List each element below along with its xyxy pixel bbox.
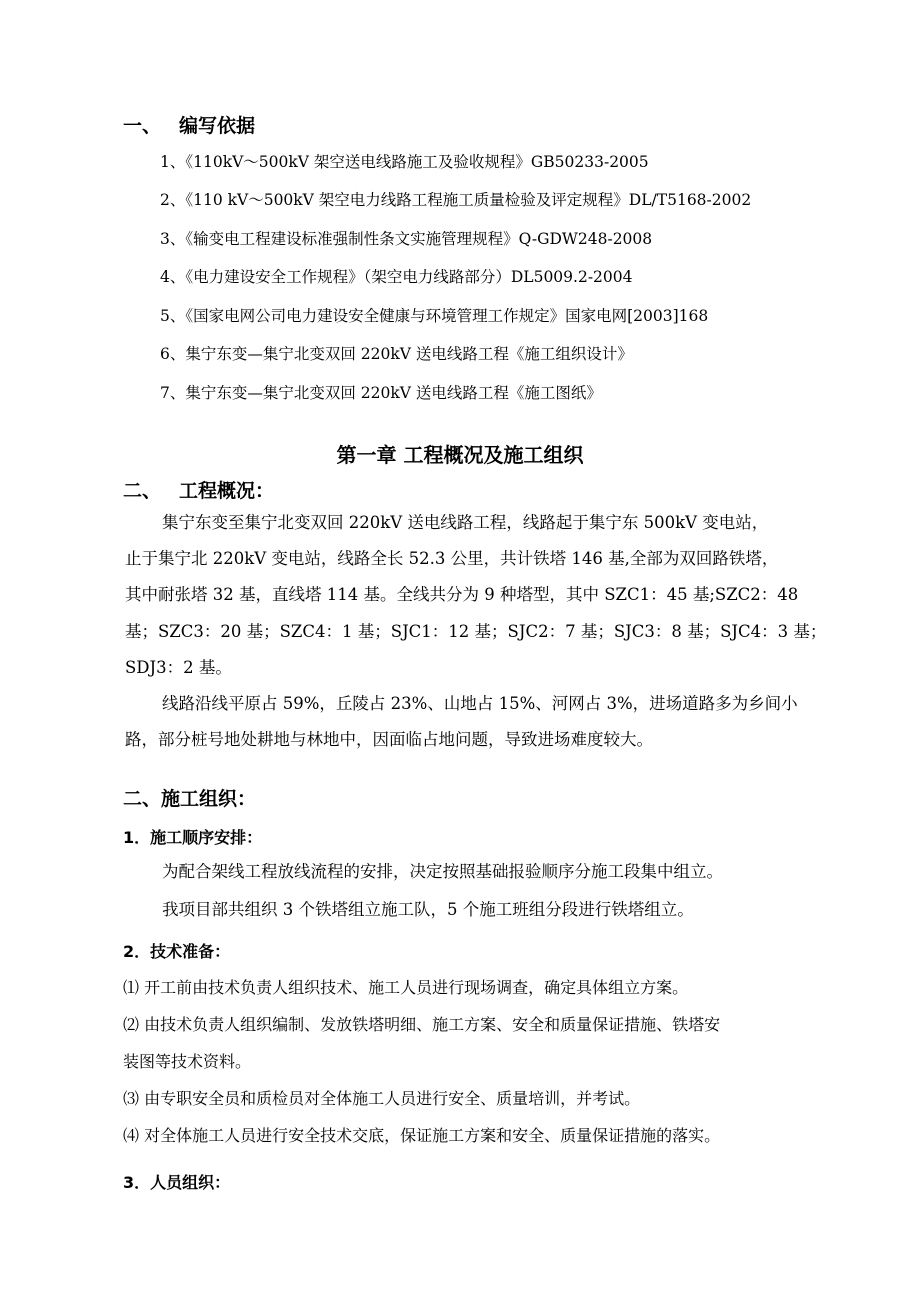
reference-item: 1、《110kV～500kV 架空送电线路施工及验收规程》GB50233-2005 [160, 153, 649, 171]
technical-list [123, 969, 913, 1154]
reference-item: 5、《国家电网公司电力建设安全健康与环境管理工作规定》国家电网[2003]168 [160, 307, 709, 325]
paragraph-line: 线路沿线平原占 59%，丘陵占 23%、山地占 15%、河网占 3%，进场道路多为乡间小 [162, 694, 798, 714]
reference-item: 7、集宁东变—集宁北变双回 220kV 送电线路工程《施工图纸》 [160, 384, 602, 402]
section-number: 一、 [123, 115, 162, 137]
paragraph-line: 止于集宁北 220kV 变电站，线路全长 52.3 公里，共计铁塔 146 基,全部为双回路铁塔， [125, 549, 779, 569]
subsection-heading-personnel: 3．人员组织： [123, 1173, 231, 1192]
list-item: ⑷ 对全体施工人员进行安全技术交底，保证施工方案和安全、质量保证措施的落实。 [123, 1126, 721, 1145]
paragraph-line: SDJ3：2 基。 [125, 657, 232, 677]
section-heading-basis [123, 111, 523, 138]
list-item: ⑶ 由专职安全员和质检员对全体施工人员进行安全、质量培训，并考试。 [123, 1089, 641, 1108]
section-title: 编写依据 [179, 115, 256, 137]
chapter-title: 第一章 工程概况及施工组织 [336, 443, 584, 467]
subsection-heading-sequence: 1．施工顺序安排： [123, 828, 263, 847]
list-item: ⑴ 开工前由技术负责人组织技术、施工人员进行现场调查，确定具体组立方案。 [123, 978, 689, 997]
reference-item: 2、《110 kV～500kV 架空电力线路工程施工质量检验及评定规程》DL/T5168-2002 [160, 191, 752, 209]
paragraph-line: 我项目部共组织 3 个铁塔组立施工队，5 个施工班组分段进行铁塔组立。 [162, 900, 694, 919]
reference-item: 4、《电力建设安全工作规程》（架空电力线路部分）DL5009.2-2004 [160, 268, 633, 286]
paragraph-line: 基；SZC3：20 基；SZC4：1 基；SJC1：12 基；SJC2：7 基；SJC3：8 基；SJC4：3 基； [125, 621, 827, 641]
paragraph-line: 其中耐张塔 32 基，直线塔 114 基。全线共分为 9 种塔型，其中 SZC1：45 基;SZC2：48 [125, 585, 799, 605]
section-heading-organization: 二、施工组织： [123, 788, 257, 810]
subsection-heading-technical: 2．技术准备： [123, 942, 231, 961]
section-heading-overview [123, 476, 523, 503]
section-number: 二、 [123, 480, 162, 502]
reference-item: 6、集宁东变—集宁北变双回 220kV 送电线路工程《施工组织设计》 [160, 345, 633, 363]
reference-item: 3、《输变电工程建设标准强制性条文实施管理规程》Q-GDW248-2008 [160, 230, 653, 248]
section-title: 工程概况： [179, 480, 275, 502]
overview-paragraph [125, 505, 905, 758]
paragraph-line: 为配合架线工程放线流程的安排，决定按照基础报验顺序分施工段集中组立。 [162, 862, 723, 881]
sequence-paragraph [162, 853, 902, 929]
paragraph-line: 路，部分桩号地处耕地与林地中，因面临占地问题，导致进场难度较大。 [125, 730, 653, 750]
list-item-continuation: 装图等技术资料。 [123, 1052, 252, 1071]
paragraph-line: 集宁东变至集宁北变双回 220kV 送电线路工程，线路起于集宁东 500kV 变电站， [162, 513, 769, 532]
list-item: ⑵ 由技术负责人组织编制、发放铁塔明细、施工方案、安全和质量保证措施、铁塔安 [123, 1015, 721, 1034]
